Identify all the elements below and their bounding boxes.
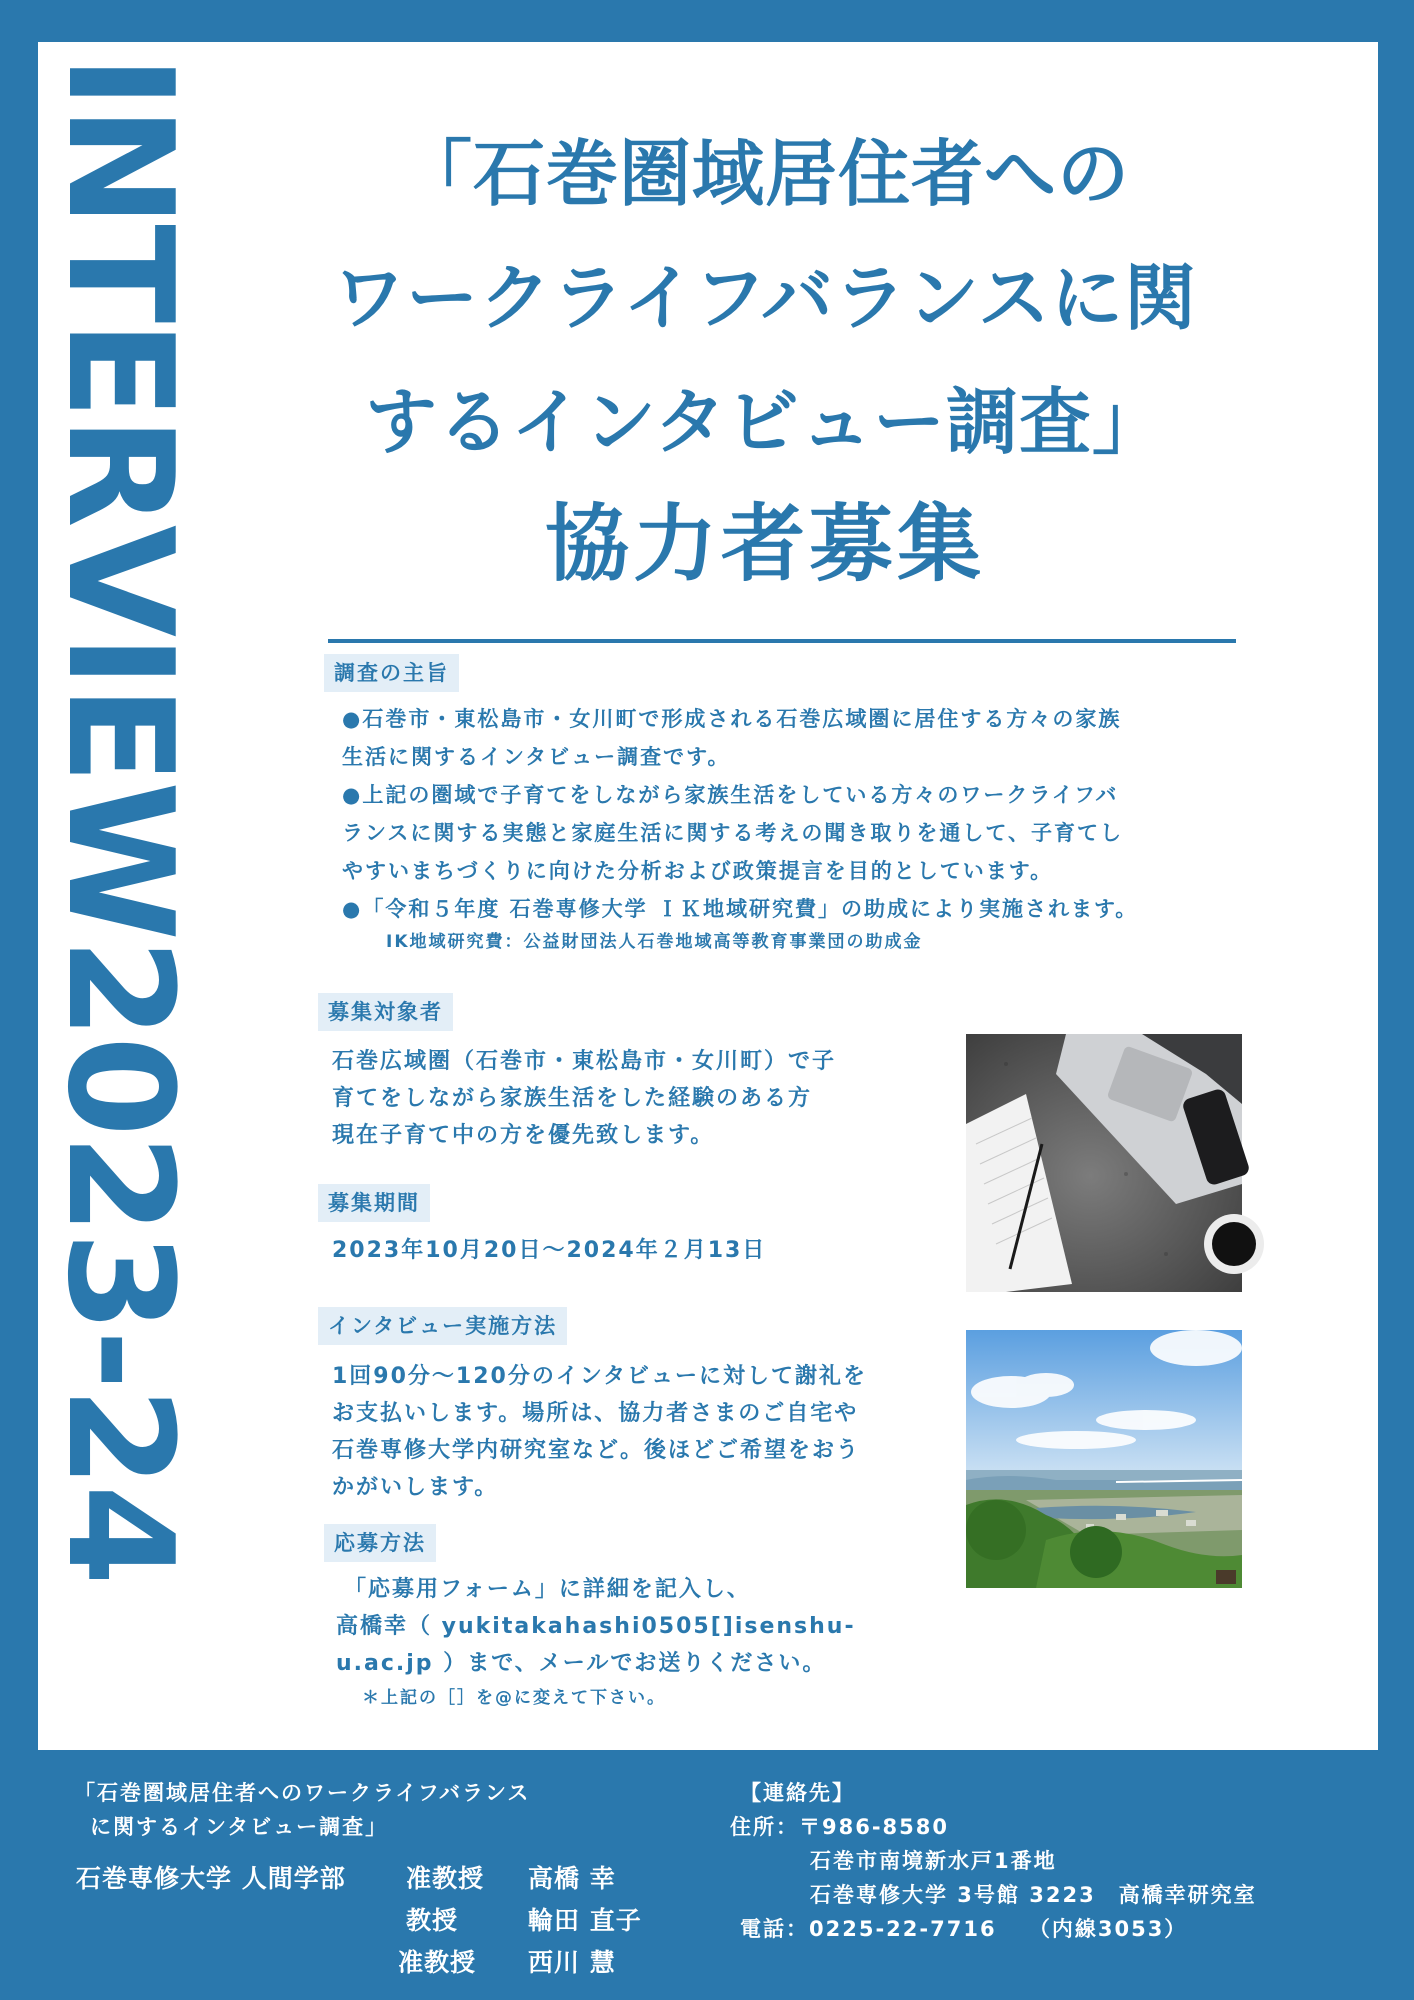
researcher-titles bbox=[398, 1858, 485, 1984]
landscape-photo bbox=[966, 1330, 1242, 1588]
purpose-line: ●上記の圏域で子育てをしながら家族生活をしている方々のワークライフバ bbox=[342, 783, 1119, 807]
title-divider bbox=[328, 639, 1236, 643]
period-value: 2023年10月20日～2024年２月13日 bbox=[332, 1238, 767, 1263]
desk-photo bbox=[966, 1034, 1242, 1292]
apply-line: 「応募用フォーム」に詳細を記入し、 bbox=[344, 1577, 751, 1602]
contact-heading: 【連絡先】 bbox=[740, 1781, 855, 1805]
purpose-line: やすいまちづくりに向けた分析および政策提言を目的としています。 bbox=[342, 859, 1054, 883]
title-line-3: するインタビュー調査」 bbox=[364, 380, 1166, 464]
purpose-line: ●「令和５年度 石巻専修大学 ＩＫ地域研究費」の助成により実施されます。 bbox=[342, 897, 1139, 921]
researcher-title: 准教授 bbox=[398, 1948, 477, 1977]
contact-phone: 電話：0225-22-7716 （内線3053） bbox=[740, 1917, 1188, 1941]
contact-address: 石巻市南境新水戸1番地 bbox=[810, 1849, 1057, 1873]
footer-project-line: に関するインタビュー調査」 bbox=[90, 1815, 389, 1839]
target-text bbox=[332, 1043, 932, 1154]
contact-address: 住所：〒986-8580 bbox=[730, 1815, 949, 1839]
method-label: インタビュー実施方法 bbox=[318, 1307, 567, 1345]
purpose-line: ランスに関する実態と家庭生活に関する考えの聞き取りを通して、子育てし bbox=[342, 821, 1123, 845]
ik-research-note: IK地域研究費：公益財団法人石巻地域高等教育事業団の助成金 bbox=[386, 932, 923, 952]
target-line: 育てをしながら家族生活をした経験のある方 bbox=[332, 1086, 813, 1111]
vertical-interview-title bbox=[35, 55, 204, 1745]
method-line: かがいします。 bbox=[332, 1475, 499, 1500]
researcher-title: 准教授 bbox=[406, 1864, 485, 1893]
footer-university: 石巻専修大学 人間学部 bbox=[76, 1864, 346, 1893]
method-line: お支払いします。場所は、協力者さまのご自宅や bbox=[332, 1401, 859, 1426]
apply-line: u.ac.jp ）まで、メールでお送りください。 bbox=[336, 1651, 827, 1676]
purpose-line: ●石巻市・東松島市・女川町で形成される石巻広域圏に居住する方々の家族 bbox=[342, 707, 1122, 731]
researcher-name: 輪田 直子 bbox=[528, 1906, 642, 1935]
footer-project-line: 「石巻圏域居住者へのワークライフバランス bbox=[74, 1781, 531, 1805]
contact-address: 石巻専修大学 3号館 3223 高橋幸研究室 bbox=[810, 1883, 1257, 1907]
researcher-name: 西川 慧 bbox=[528, 1948, 616, 1977]
method-text bbox=[332, 1358, 932, 1506]
researcher-name: 高橋 幸 bbox=[528, 1864, 616, 1893]
target-line: 現在子育て中の方を優先致します。 bbox=[332, 1123, 715, 1148]
target-label: 募集対象者 bbox=[318, 993, 453, 1031]
title-recruitment: 協力者募集 bbox=[544, 495, 985, 593]
target-line: 石巻広域圏（石巻市・東松島市・女川町）で子 bbox=[332, 1049, 837, 1074]
researcher-names bbox=[528, 1858, 642, 1984]
title-line-1: 「石巻圏域居住者への bbox=[399, 132, 1130, 216]
purpose-label: 調査の主旨 bbox=[324, 654, 459, 692]
apply-label: 応募方法 bbox=[324, 1524, 436, 1562]
email-note: ＊上記の［］を@に変えて下さい。 bbox=[362, 1688, 666, 1708]
title-line-2: ワークライフバランスに関 bbox=[333, 256, 1197, 340]
apply-line: 高橋幸（ yukitakahashi0505[]isenshu- bbox=[336, 1614, 856, 1639]
footer-project bbox=[74, 1776, 530, 1844]
method-line: 石巻専修大学内研究室など。後ほどご希望をおう bbox=[332, 1438, 861, 1463]
method-line: 1回90分～120分のインタビューに対して謝礼を bbox=[332, 1364, 867, 1389]
contact-block bbox=[730, 1776, 1257, 1946]
apply-text bbox=[336, 1571, 936, 1682]
purpose-line: 生活に関するインタビュー調査です。 bbox=[342, 745, 731, 769]
poster-title bbox=[210, 112, 1320, 604]
vertical-title-text: INTERVIEW2023-24 bbox=[35, 55, 204, 1583]
period-label: 募集期間 bbox=[318, 1184, 430, 1222]
purpose-text bbox=[342, 700, 1292, 928]
researcher-title: 教授 bbox=[406, 1906, 459, 1935]
